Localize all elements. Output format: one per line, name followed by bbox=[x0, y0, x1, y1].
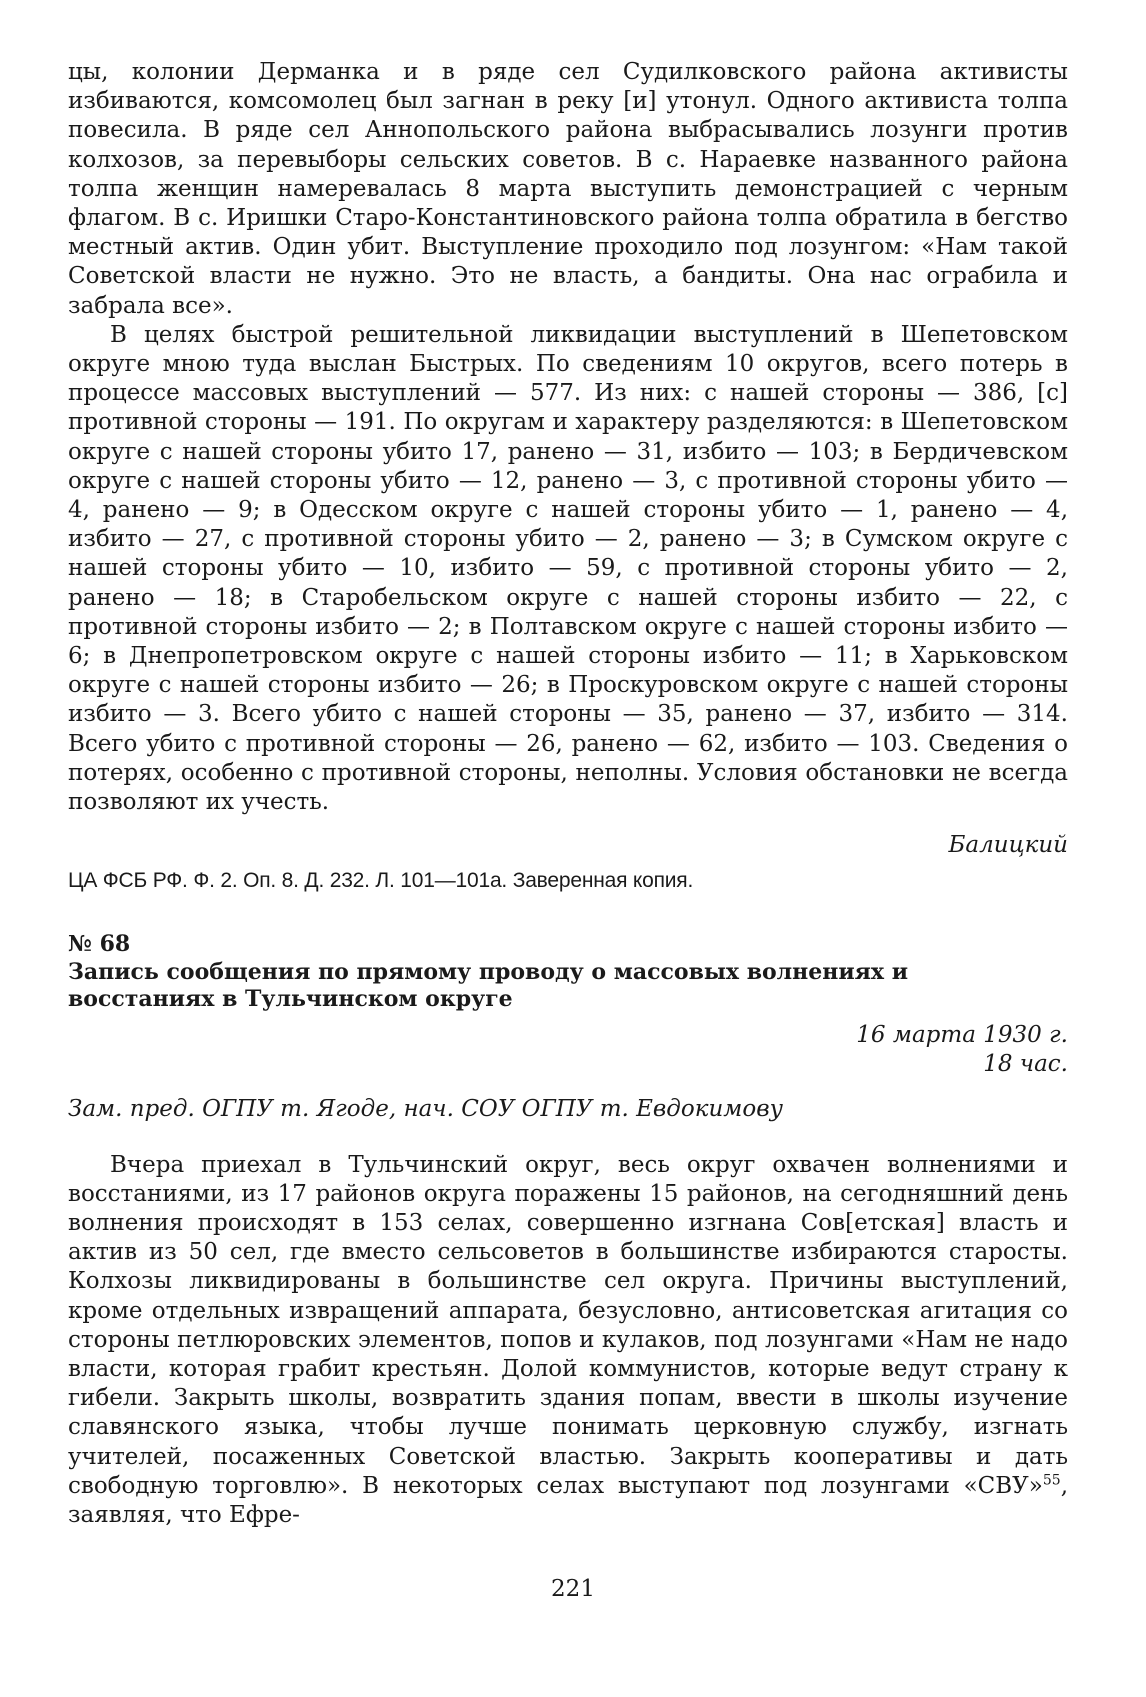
document-date: 16 марта 1930 г. bbox=[856, 1021, 1068, 1048]
document-page bbox=[68, 58, 1068, 1530]
document-addressee: Зам. пред. ОГПУ т. Ягоде, нач. СОУ ОГПУ т. Евдокимову bbox=[68, 1096, 783, 1123]
footnote-marker: 55 bbox=[1042, 1472, 1061, 1489]
document-time: 18 час. bbox=[983, 1051, 1068, 1078]
page-number: 221 bbox=[551, 1576, 595, 1602]
report-text: Вчера приехал в Тульчинский округ, весь округ охвачен волнениями и восстаниями, из 17 районов округа поражены 15 районов, на сегодняшний день волнения происходят в 153 селах, совершенно изгнана Сов[етская] власть и актив из 50 сел, где вместо сельсоветов в большинстве избираются старосты. Колхозы ликвидированы в большинстве сел округа. Причины выступлений, кроме отдельных извращений аппарата, безусловно, антисоветская агитация со стороны петлюровских элементов, попов и кулаков, под лозунгами «Нам не надо власти, которая грабит крестьян. Долой коммунистов, которые ведут страну к гибели. Закрыть школы, возвратить здания попам, ввести в школы изучение славянского языка, чтобы лучше понимать церковную службу, изгнать учителей, посаженных Советской властью. Закрыть кооперативы и дать свободную торговлю». В некоторых селах выступают под лозунгами «СВУ» bbox=[68, 1151, 1068, 1499]
paragraph-tulchin-report bbox=[68, 1151, 1068, 1531]
paragraph-continuation: цы, колонии Дерманка и в ряде сел Судилковского района активисты избиваются, комсомолец был загнан в реку [и] утонул. Одного активиста толпа повесила. В ряде сел Аннопольского района выбрасывались лозунги против колхозов, за перевыборы сельских советов. В с. Нараевке названного района толпа женщин намеревалась 8 марта выступить демонстрацией с черным флагом. В с. Иришки Старо-Константиновского района толпа обратила в бегство местный актив. Один убит. Выступление проходило под лозунгом: «Нам такой Советской власти не нужно. Это не власть, а бандиты. Она нас ограбила и забрала все». bbox=[68, 59, 1068, 319]
archive-reference: ЦА ФСБ РФ. Ф. 2. Оп. 8. Д. 232. Л. 101—101а. Заверенная копия. bbox=[68, 869, 694, 893]
report-text-end: , заявляя, что Ефре- bbox=[68, 1472, 1068, 1528]
paragraph-casualties: В целях быстрой решительной ликвидации выступлений в Шепетовском округе мною туда выслан Быстрых. По сведениям 10 округов, всего потерь в процессе массовых выступлений — 577. Из них: с нашей стороны — 386, [с] противной стороны — 191. По округам и характеру разделяются: в Шепетовском округе с нашей стороны убито 17, ранено — 31, избито — 103; в Бердичевском округе с нашей стороны убито — 12, ранено — 3, с противной стороны убито — 4, ранено — 9; в Одесском округе с нашей стороны убито — 1, ранено — 4, избито — 27, с противной стороны убито — 2, ранено — 3; в Сумском округе с нашей стороны убито — 10, избито — 59, с противной стороны убито — 2, ранено — 18; в Старобельском округе с нашей стороны избито — 22, с противной стороны избито — 2; в Полтавском округе с нашей стороны избито — 6; в Днепропетровском округе с нашей стороны избито — 11; в Харьковском округе с нашей стороны избито — 26; в Проскуровском округе с нашей стороны избито — 3. Всего убито с нашей стороны — 35, ранено — 37, избито — 314. Всего убито с противной стороны — 26, ранено — 62, избито — 103. Сведения о потерях, особенно с противной стороны, неполны. Условия обстановки не всегда позволяют их учесть. bbox=[68, 321, 1068, 816]
document-title: Запись сообщения по прямому проводу о массовых волнениях и восстаниях в Тульчинском округе bbox=[68, 958, 909, 1012]
document-number: № 68 bbox=[68, 930, 131, 957]
signature: Балицкий bbox=[948, 832, 1068, 859]
